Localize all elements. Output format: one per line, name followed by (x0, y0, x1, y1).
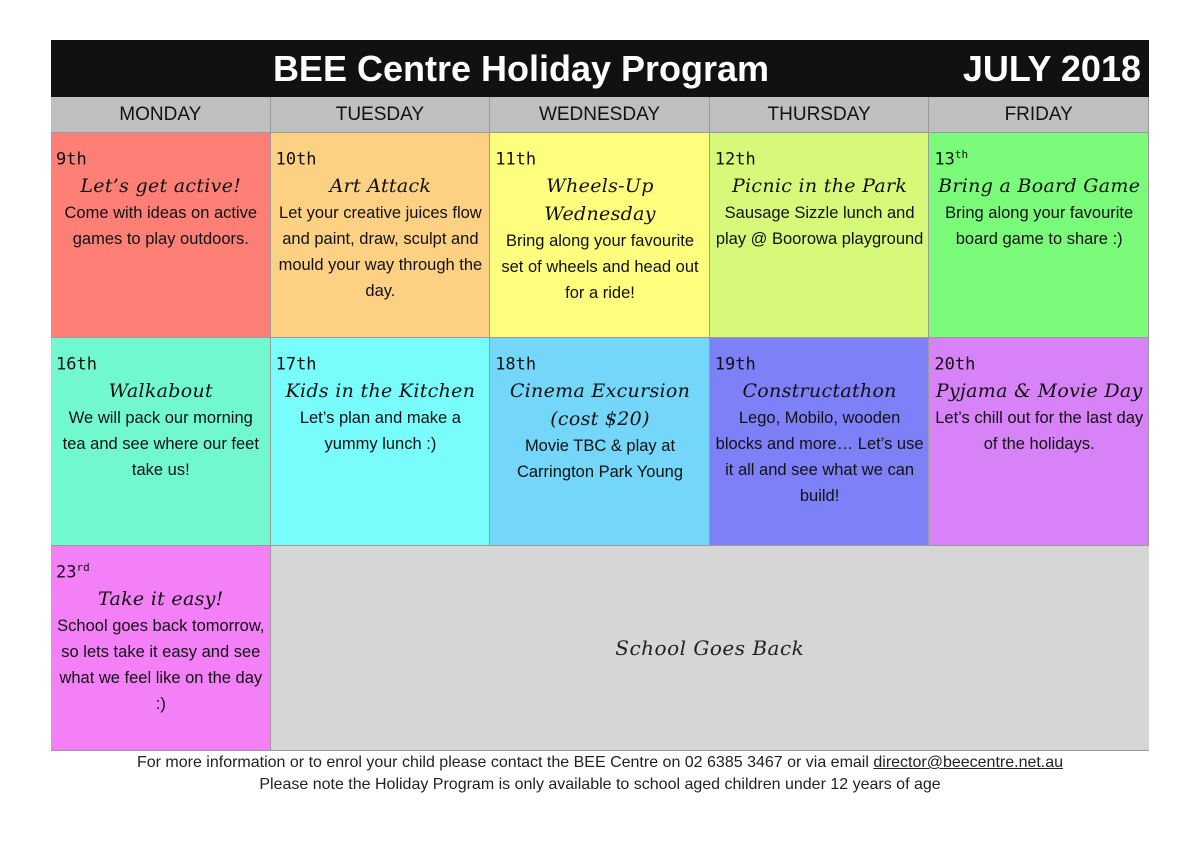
footer-contact-text: For more information or to enrol your child please contact the BEE Centre on 02 6385 3467 or via email (136, 754, 869, 771)
day-date: 23rd (56, 561, 90, 583)
day-cell-20 (929, 338, 1149, 546)
activity-description: Let’s chill out for the last day of the holidays. (935, 408, 1144, 453)
activity-description: Let your creative juices flow and paint, draw, sculpt and mould your way through the day. (278, 203, 483, 300)
weekday-monday: MONDAY (51, 97, 271, 133)
activity-description: Let’s plan and make a yummy lunch :) (299, 408, 461, 453)
weekday-friday: FRIDAY (929, 97, 1149, 133)
footer-line-note: Please note the Holiday Program is only available to school aged children under 12 years of age (259, 776, 941, 793)
activity-title: Art Attack (329, 174, 432, 197)
title-bar (51, 40, 1149, 97)
activity-description: Come with ideas on active games to play outdoors. (64, 203, 258, 248)
activity-description: Sausage Sizzle lunch and play @ Boorowa playground (715, 203, 924, 248)
weekday-header-row (51, 97, 1149, 133)
day-date: 20th (934, 354, 976, 375)
day-date: 13th (934, 148, 969, 170)
day-date: 16th (56, 354, 97, 375)
day-date: 9th (56, 149, 87, 170)
day-cell-23 (51, 546, 271, 751)
day-date: 12th (714, 149, 756, 170)
day-date: 11th (495, 149, 537, 170)
activity-title: Picnic in the Park (731, 174, 908, 197)
day-cell-18 (490, 338, 710, 546)
program-sheet (51, 40, 1149, 751)
footer-line-contact (0, 752, 1200, 774)
activity-description: Movie TBC & play at Carrington Park Young (516, 436, 683, 481)
day-cell-12 (710, 133, 930, 338)
school-goes-back-label: School Goes Back (615, 636, 805, 660)
activity-description: We will pack our morning tea and see where our feet take us! (62, 408, 259, 479)
activity-description: Bring along your favourite set of wheels and head out for a ride! (501, 231, 699, 302)
day-date: 17th (275, 354, 317, 375)
day-cell-13 (929, 133, 1149, 338)
activity-title: Take it easy! (97, 587, 224, 610)
day-cell-16 (51, 338, 271, 546)
day-date: 10th (275, 149, 317, 170)
activity-title: Bring a Board Game (938, 174, 1141, 197)
activity-description: Lego, Mobilo, wooden blocks and more… Let’s use it all and see what we can build! (715, 408, 924, 505)
day-cell-19 (710, 338, 930, 546)
day-date: 19th (714, 354, 756, 375)
weekday-wednesday: WEDNESDAY (490, 97, 710, 133)
activity-title: Let’s get active! (80, 174, 242, 197)
activity-title: Pyjama & Movie Day (935, 379, 1143, 402)
school-goes-back-block (271, 546, 1149, 751)
day-cell-9 (51, 133, 271, 338)
month-label: JULY 2018 (962, 48, 1141, 89)
day-cell-17 (271, 338, 491, 546)
footer (0, 752, 1200, 796)
weekday-thursday: THURSDAY (710, 97, 930, 133)
activity-title: Kids in the Kitchen (285, 379, 476, 402)
activity-description: School goes back tomorrow, so lets take it easy and see what we feel like on the day :) (57, 616, 265, 713)
page-title: BEE Centre Holiday Program (272, 48, 770, 89)
activity-title: Cinema Excursion (cost $20) (509, 379, 691, 430)
email-link[interactable]: director@beecentre.net.au (873, 754, 1064, 771)
activity-title: Wheels-Up Wednesday (544, 174, 656, 225)
day-date: 18th (495, 354, 537, 375)
day-cell-11 (490, 133, 710, 338)
weekday-tuesday: TUESDAY (271, 97, 491, 133)
day-cell-10 (271, 133, 491, 338)
activity-title: Constructathon (742, 379, 897, 402)
calendar-grid (51, 133, 1149, 751)
activity-description: Bring along your favourite board game to share :) (945, 203, 1134, 248)
activity-title: Walkabout (108, 379, 213, 402)
